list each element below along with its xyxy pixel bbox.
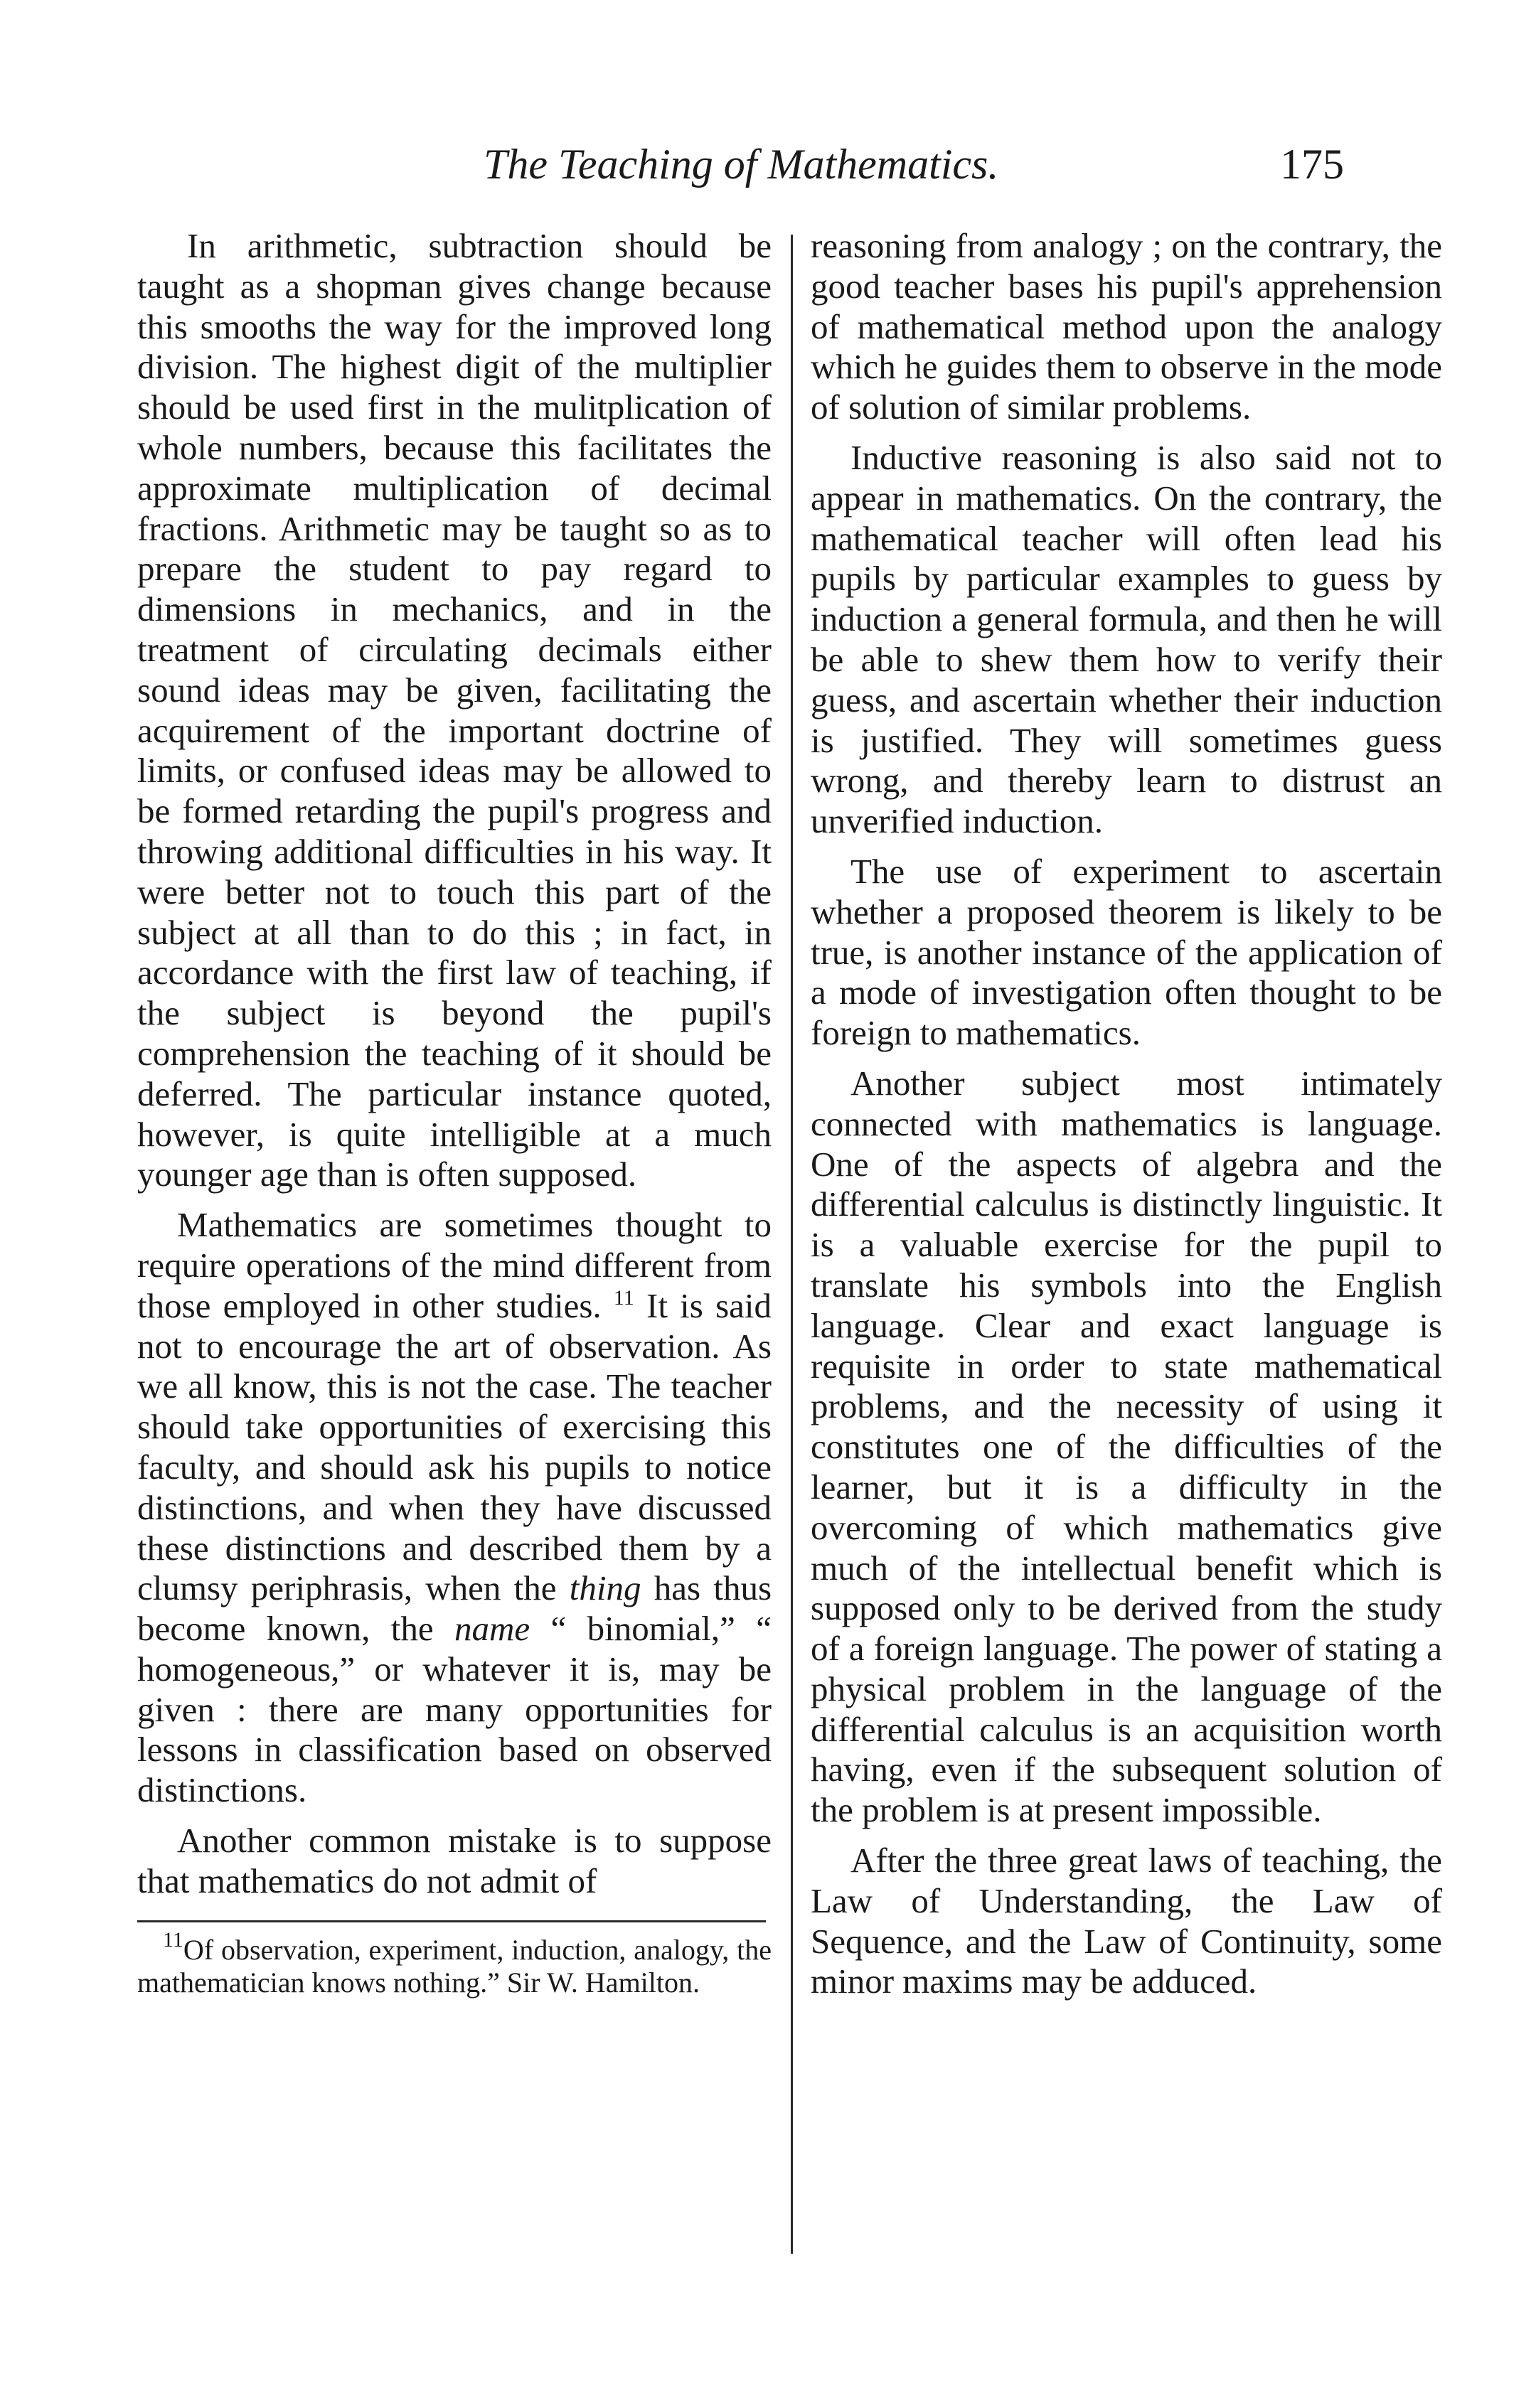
paragraph-common-mistake: Another common mistake is to suppose that mathematics do not admit of [137, 1821, 772, 1900]
paragraph-mathematics-operations [137, 1205, 772, 1811]
column-divider [791, 235, 793, 2254]
running-title: The Teaching of Mathematics. [484, 141, 999, 188]
paragraph-text: has thus become known, the [137, 1568, 772, 1649]
paragraph-language: Another subject most intimately connected with mathematics is language. One of the aspects of algebra and the differential calculus is distinctly linguistic. It is a valuable exercise for the pupil to translate his symbols into the English language. Clear and exact language is requisite in order to state mathematical problems, and the necessity of using it constitutes one of the difficulties of the learner, but it is a difficulty in the overcoming of which mathematics give much of the intellectual benefit which is supposed only to be derived from the study of a foreign language. The power of stating a physical problem in the language of the differential calculus is an acquisition worth having, even if the subsequent solution of the problem is at present impossible. [811, 1063, 1442, 1830]
emphasis-thing: thing [569, 1568, 641, 1608]
page-header [0, 132, 1536, 196]
footnote-marker: 11 [163, 1927, 183, 1952]
paragraph-arithmetic: In arithmetic, subtraction should be taught as a shopman gives change because this smooths the way for the improved long division. The highest digit of the multiplier should be used first in the mulitplication of whole numbers, because this facilitates the approximate multiplication of decimal fractions. Arithmetic may be taught so as to prepare the student to pay regard to dimensions in mechanics, and in the treatment of circulating decimals either sound ideas may be given, facilitating the acquirement of the important doctrine of limits, or confused ideas may be allowed to be formed retarding the pupil's progress and throwing additional difficulties in his way. It were better not to touch this part of the subject at all than to do this ; in fact, in accordance with the first law of teaching, if the subject is beyond the pupil's comprehension the teaching of it should be deferred. The particular instance quoted, however, is quite intelligible at a much younger age than is often supposed. [137, 226, 772, 1194]
right-column [811, 226, 1442, 2012]
paragraph-experiment: The use of experiment to ascertain whether a proposed theorem is likely to be true, is another instance of the application of a mode of investigation often thought to be foreign to mathematics. [811, 851, 1442, 1053]
footnote-reference[interactable]: 11 [613, 1285, 634, 1310]
footnote-divider [137, 1920, 766, 1922]
paragraph-text: Mathematics are sometimes thought to require operations of the mind different from those employed in other studies. [137, 1205, 772, 1325]
left-column [137, 226, 772, 1999]
paragraph-inductive-reasoning: Inductive reasoning is also said not to appear in mathematics. On the contrary, the mathematical teacher will often lead his pupils by particular examples to guess by induction a general formula, and then he will be able to shew them how to verify their guess, and ascertain whether their induction is justified. They will sometimes guess wrong, and thereby learn to distrust an unverified induction. [811, 437, 1442, 841]
paragraph-minor-maxims: After the three great laws of teaching, the Law of Understanding, the Law of Sequence, and the Law of Continuity, some minor maxims may be adduced. [811, 1841, 1442, 2001]
footnote-text: Of observation, experiment, induction, analogy, the mathematician knows nothing.” Sir W. Hamilton. [137, 1933, 772, 1998]
emphasis-name: name [454, 1609, 530, 1649]
paragraph-text: It is said not to encourage the art of observation. As we all know, this is not the case. The teacher should take opportunities of exercising this faculty, and should ask his pupils to notice distinctions, and when they have discussed these distinctions and described them by a clumsy periphrasis, when the [137, 1285, 772, 1608]
paragraph-text: “ binomial,” “ homogeneous,” or whatever it is, may be given : there are many opportunities for lessons in classification based on observed distinctions. [137, 1609, 772, 1810]
page-number: 175 [1280, 141, 1344, 188]
footnote [137, 1927, 772, 1999]
paragraph-analogy: reasoning from analogy ; on the contrary, the good teacher bases his pupil's apprehension of mathematical method upon the analogy which he guides them to observe in the mode of solution of similar problems. [811, 226, 1442, 427]
